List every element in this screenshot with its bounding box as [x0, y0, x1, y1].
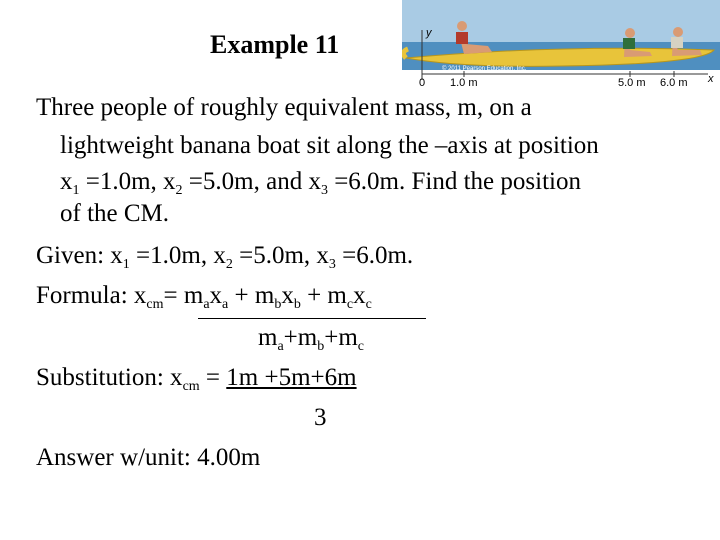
- slide-title: Example 11: [210, 30, 340, 59]
- formula-fraction-bar: [198, 318, 426, 319]
- x-axis-label: x: [708, 73, 714, 85]
- tick-label-5: 5.0 m: [618, 77, 646, 88]
- substitution-numerator: 1m +5m+6m: [226, 364, 357, 391]
- y-axis-label: y: [426, 27, 432, 39]
- banana-boat-figure: [402, 0, 720, 88]
- problem-line-4: of the CM.: [60, 200, 170, 227]
- formula-denominator: $m_a+m_b+m_c$: [258, 324, 364, 354]
- formula-line: Formula: $x_{cm}= m_ax_a + m_bx_b + m_cx_c$: [36, 282, 372, 312]
- problem-line-1: Three people of roughly equivalent mass, m, on a: [36, 94, 532, 121]
- given-line: Given: $x_1 =1.0m$, $x_2 =5.0m$, $x_3 =6.0m$.: [36, 242, 414, 272]
- problem-line-3: $x_1 =1.0m$, $x_2 =5.0m$, and $x_3 =6.0m$. Find the position: [60, 168, 581, 198]
- tick-label-6: 6.0 m: [660, 77, 688, 88]
- tick-label-1: 1.0 m: [450, 77, 478, 88]
- substitution-denominator: 3: [314, 404, 327, 431]
- problem-line-2: lightweight banana boat sit along the –axis at position: [60, 132, 599, 159]
- substitution-line: Substitution: $x_{cm} = 1m +5m+6m$: [36, 364, 357, 394]
- figure-credit: © 2011 Pearson Education, Inc.: [442, 66, 527, 72]
- tick-label-0: 0: [419, 77, 426, 88]
- answer-line: Answer w/unit: 4.00m: [36, 444, 261, 471]
